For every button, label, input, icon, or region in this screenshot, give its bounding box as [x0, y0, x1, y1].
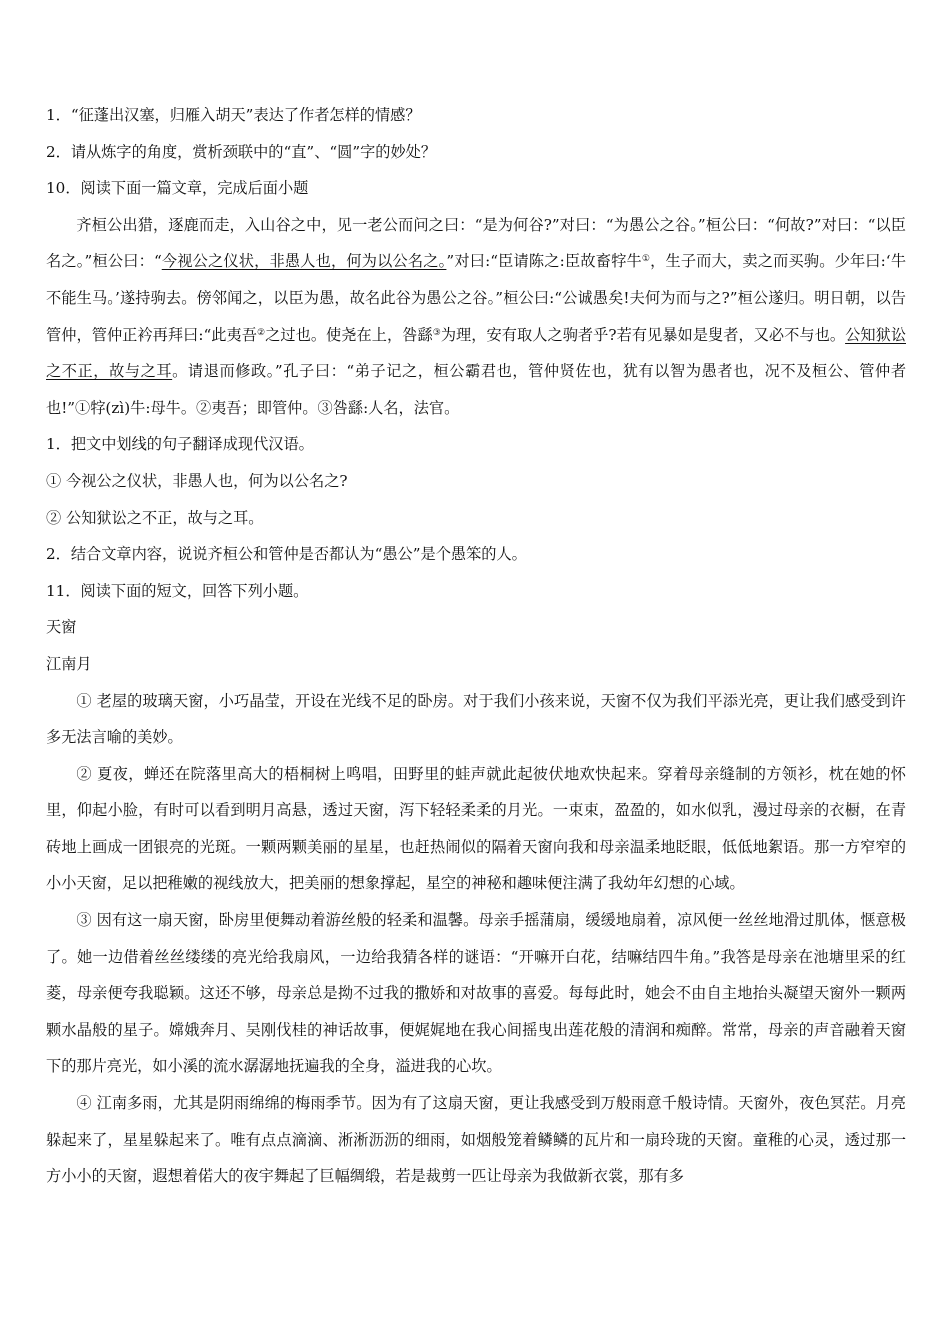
question-10-sub-2: 2．结合文章内容，说说齐桓公和管仲是否都认为“愚公”是个愚笨的人。	[46, 545, 527, 564]
question-10-sub-1: 1．把文中划线的句子翻译成现代汉语。	[46, 435, 314, 454]
underlined-sentence-2: 公知狱讼之不正，故与之耳	[46, 325, 906, 381]
essay-paragraph-3: ③ 因有这一扇天窗，卧房里便舞动着游丝般的轻柔和温馨。母亲手摇蒲扇，缓缓地扇着，凉风便一丝丝地滑过肌体，惬意极了。她一边借着丝丝缕缕的亮光给我扇风，一边给我猜各样的谜语：“开嘛开白花，结嘛结四牛角。”我答是母亲在池塘里采的红菱，母亲便夸我聪颖。这还不够，母亲总是拗不过我的撒娇和对故事的喜爱。每每此时，她会不由自主地抬头凝望天窗外一颗两颗水晶般的星子。嫦娥奔月、吴刚伐桂的神话故事，便娓娓地在我心间摇曳出莲花般的清润和痴醉。常常，母亲的声音融着天窗下的那片亮光，如小溪的流水潺潺地抚遍我的全身，溢进我的心坎。	[46, 911, 906, 1076]
question-10-sub-1-a: ① 今视公之仪状，非愚人也，何为以公名之?	[46, 471, 348, 490]
essay-author: 江南月	[46, 654, 92, 673]
question-10-heading: 10．阅读下面一篇文章，完成后面小题	[46, 179, 309, 198]
passage-text-3: ，生子而大，卖之而买驹。少年曰:‘牛不能生马。’遂持驹去。傍邻闻之，以臣为愚，故名此谷为愚公之谷。”桓公曰:“公诚愚矣!夫何为而与之?”桓公遂归。明日朝，以告管仲，管仲正衿再拜曰:“此夷吾	[46, 252, 907, 344]
essay-paragraph-4: ④ 江南多雨，尤其是阴雨绵绵的梅雨季节。因为有了这扇天窗，更让我感受到万般雨意千般诗情。天窗外，夜色冥茫。月亮躲起来了，星星躲起来了。唯有点点滴滴、淅淅沥沥的细雨，如烟般笼着鳞鳞的瓦片和一扇玲珑的天窗。童稚的心灵，透过那一方小小的天窗，遐想着偌大的夜宇舞起了巨幅绸缎，若是裁剪一匹让母亲为我做新衣裳，那有多	[46, 1094, 906, 1186]
question-11-heading: 11．阅读下面的短文，回答下列小题。	[46, 581, 309, 600]
footnote-mark-3: ③	[432, 327, 441, 338]
classical-passage	[46, 207, 906, 427]
essay-paragraph-1: ① 老屋的玻璃天窗，小巧晶莹，开设在光线不足的卧房。对于我们小孩来说，天窗不仅为我们平添光亮，更让我们感受到许多无法言喻的美妙。	[46, 691, 906, 747]
underlined-sentence-1: 今视公之仪状，非愚人也，何为以公名之。	[161, 252, 447, 271]
passage-text-2: ”对曰:“臣请陈之:臣故畜牸牛	[446, 252, 642, 271]
passage-text-5: 为理，安有取人之驹者乎?若有见暴如是叟者，又必不与也。	[440, 325, 846, 344]
question-10-sub-1-b: ② 公知狱讼之不正，故与之耳。	[46, 508, 264, 527]
question-9-item-2: 2．请从炼字的角度，赏析颈联中的“直”、“圆”字的妙处？	[46, 142, 437, 161]
document-page	[46, 97, 906, 1195]
essay-title: 天窗	[46, 618, 77, 637]
essay-paragraph-2: ② 夏夜，蝉还在院落里高大的梧桐树上鸣唱，田野里的蛙声就此起彼伏地欢快起来。穿着母亲缝制的方领衫，枕在她的怀里，仰起小脸，有时可以看到明月高悬，透过天窗，泻下轻轻柔柔的月光。一束束，盈盈的，如水似乳，漫过母亲的衣橱，在青砖地上画成一团银亮的光斑。一颗两颗美丽的星星，也赶热闹似的隔着天窗向我和母亲温柔地眨眼，低低地絮语。那一方窄窄的小小天窗，足以把稚嫩的视线放大，把美丽的想象撑起，星空的神秘和趣味便注满了我幼年幻想的心域。	[46, 764, 906, 893]
footnote-mark-1: ①	[641, 254, 651, 265]
footnote-mark-2: ②	[256, 327, 266, 338]
passage-text-1: 齐桓公出猎，逐鹿而走，入山谷之中，见一老公而问之曰：“是为何谷?”对曰：“为愚公之谷。”桓公曰：“何故?”对曰：“以臣名之。”桓公曰：“	[46, 215, 906, 271]
passage-text-6: 。请退而修政。”孔子曰：“弟子记之，桓公霸君也，管仲贤佐也，犹有以智为愚者也，况不及桓公、管仲者也!”①牸(zì)牛:母牛。②夷吾；即管仲。③咎繇:人名，法官。	[46, 362, 907, 417]
question-9-item-1: 1．“征蓬出汉塞，归雁入胡天”表达了作者怎样的情感？	[46, 106, 421, 124]
passage-text-4: 之过也。使尧在上，咎繇	[265, 325, 433, 344]
